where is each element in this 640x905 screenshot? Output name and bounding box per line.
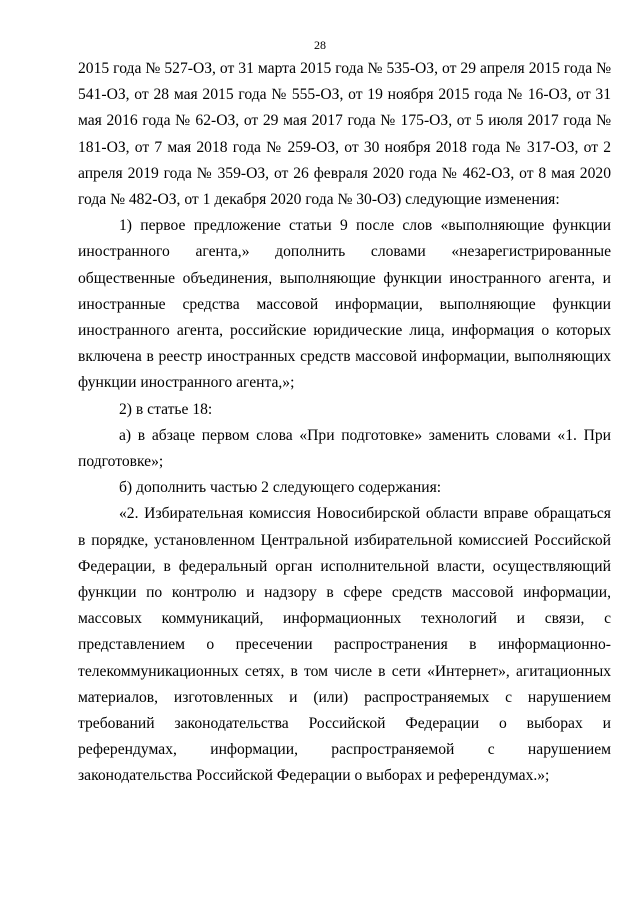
paragraph-item-1: 1) первое предложение статьи 9 после слов «выполняющие функции иностранного агента,» дополнить словами «незарегистрированные общественные объединения, выполняющие функции иностранного агента, и иностранные средства массовой информации, выполняющие функции иностранного агента, российские юридические лица, информация о которых включена в реестр иностранных средств массовой информации, выполняющих функции иностранного агента,»;	[78, 217, 611, 392]
paragraph-item-2b: б) дополнить частью 2 следующего содержания:	[119, 479, 442, 497]
paragraph-part-2-text: «2. Избирательная комиссия Новосибирской области вправе обращаться в порядке, установленном Центральной избирательной комиссией Российской Федерации, в федеральный орган исполнительной власти, осуществляющий функции по контролю и надзору в сфере средств массовой информации, массовых коммуникаций, информационных технологий и связи, с представлением о пресечении распространения в информационно-телекоммуникационных сетях, в том числе в сети «Интернет», агитационных материалов, изготовленных и (или) распространяемых с нарушением требований законодательства Российской Федерации о выборах и референдумах, информации, распространяемой с нарушением законодательства Российской Федерации о выборах и референдумах.»;	[78, 505, 611, 785]
paragraph-amendment-list: 2015 года № 527-ОЗ, от 31 марта 2015 года № 535-ОЗ, от 29 апреля 2015 года № 541-ОЗ, от 28 мая 2015 года № 555-ОЗ, от 19 ноября 2015 года № 16-ОЗ, от 31 мая 2016 года № 62-ОЗ, от 29 мая 2017 года № 175-ОЗ, от 5 июля 2017 года № 181-ОЗ, от 7 мая 2018 года № 259-ОЗ, от 30 ноября 2018 года № 317-ОЗ, от 2 апреля 2019 года № 359-ОЗ, от 26 февраля 2020 года № 462-ОЗ, от 8 мая 2020 года № 482-ОЗ, от 1 декабря 2020 года № 30-ОЗ) следующие изменения:	[78, 60, 611, 209]
paragraph-item-2a: а) в абзаце первом слова «При подготовке» заменить словами «1. При подготовке»;	[78, 426, 611, 471]
paragraph-item-2: 2) в статье 18:	[119, 400, 213, 418]
page-number: 28	[314, 38, 326, 52]
document-body	[78, 56, 611, 790]
